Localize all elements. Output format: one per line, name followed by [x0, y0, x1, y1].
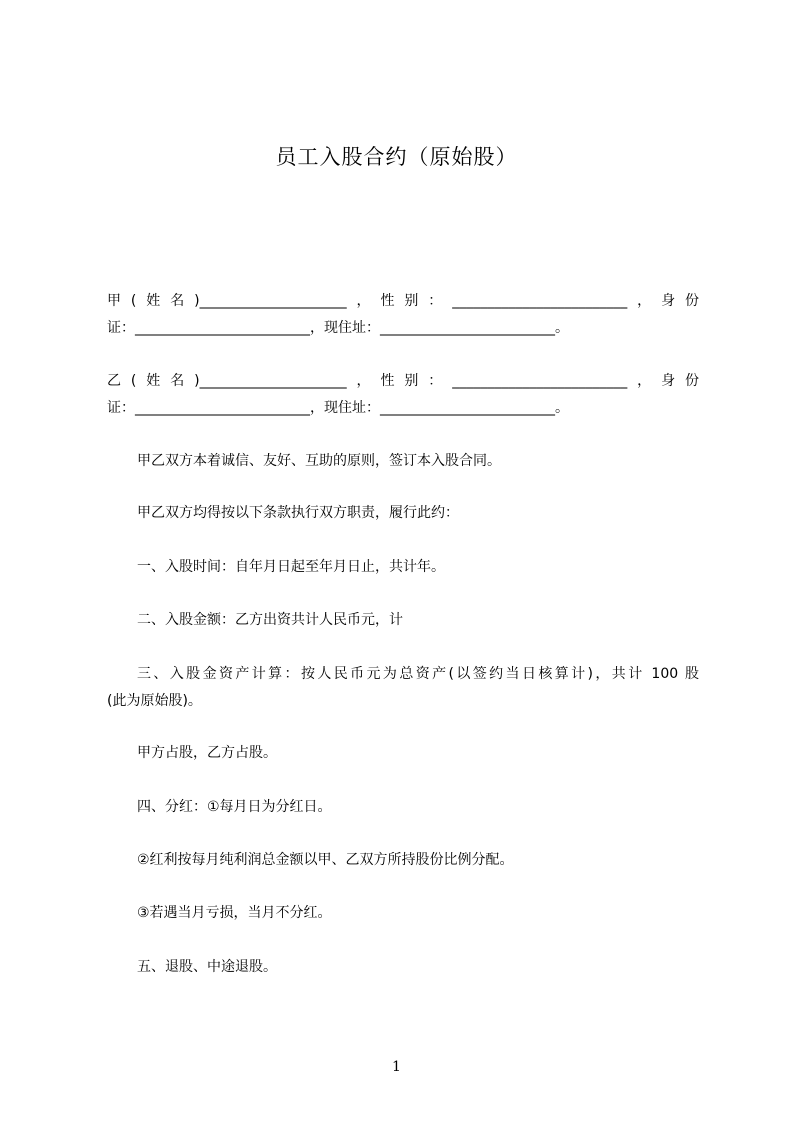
party-b-line-2: 证：_________________________，现住址：_________________________。	[107, 400, 569, 416]
clause-4-item-2: ②红利按每月纯利润总金额以甲、乙双方所持股份比例分配。	[137, 852, 514, 868]
page-number: 1	[392, 1059, 401, 1075]
clause-3-line-1: 三、入股金资产计算：按人民币元为总资产(以签约当日核算计)，共计 100 股	[137, 666, 699, 682]
party-b-line-1: 乙(姓名)_____________________，性别：_________________________，身份	[107, 373, 699, 389]
obligation-paragraph: 甲乙双方均得按以下条款执行双方职责，履行此约：	[137, 505, 459, 521]
party-a-line-2: 证：_________________________，现住址：_________________________。	[107, 320, 569, 336]
clause-2: 二、入股金额：乙方出资共计人民币元，计	[137, 612, 403, 628]
clause-1: 一、入股时间：自年月日起至年月日止，共计年。	[137, 559, 445, 575]
clause-4-item-3: ③若遇当月亏损，当月不分红。	[137, 905, 332, 921]
clause-3-line-2: (此为原始股)。	[107, 693, 202, 709]
document-title: 员工入股合约（原始股）	[275, 145, 518, 169]
share-split: 甲方占股，乙方占股。	[137, 745, 277, 761]
party-a-line-1: 甲(姓名)_____________________，性别：_________________________，身份	[107, 293, 699, 309]
clause-5: 五、退股、中途退股。	[137, 959, 277, 975]
clause-4: 四、分红：①每月日为分红日。	[137, 799, 332, 815]
intro-paragraph: 甲乙双方本着诚信、友好、互助的原则，签订本入股合同。	[137, 453, 501, 469]
